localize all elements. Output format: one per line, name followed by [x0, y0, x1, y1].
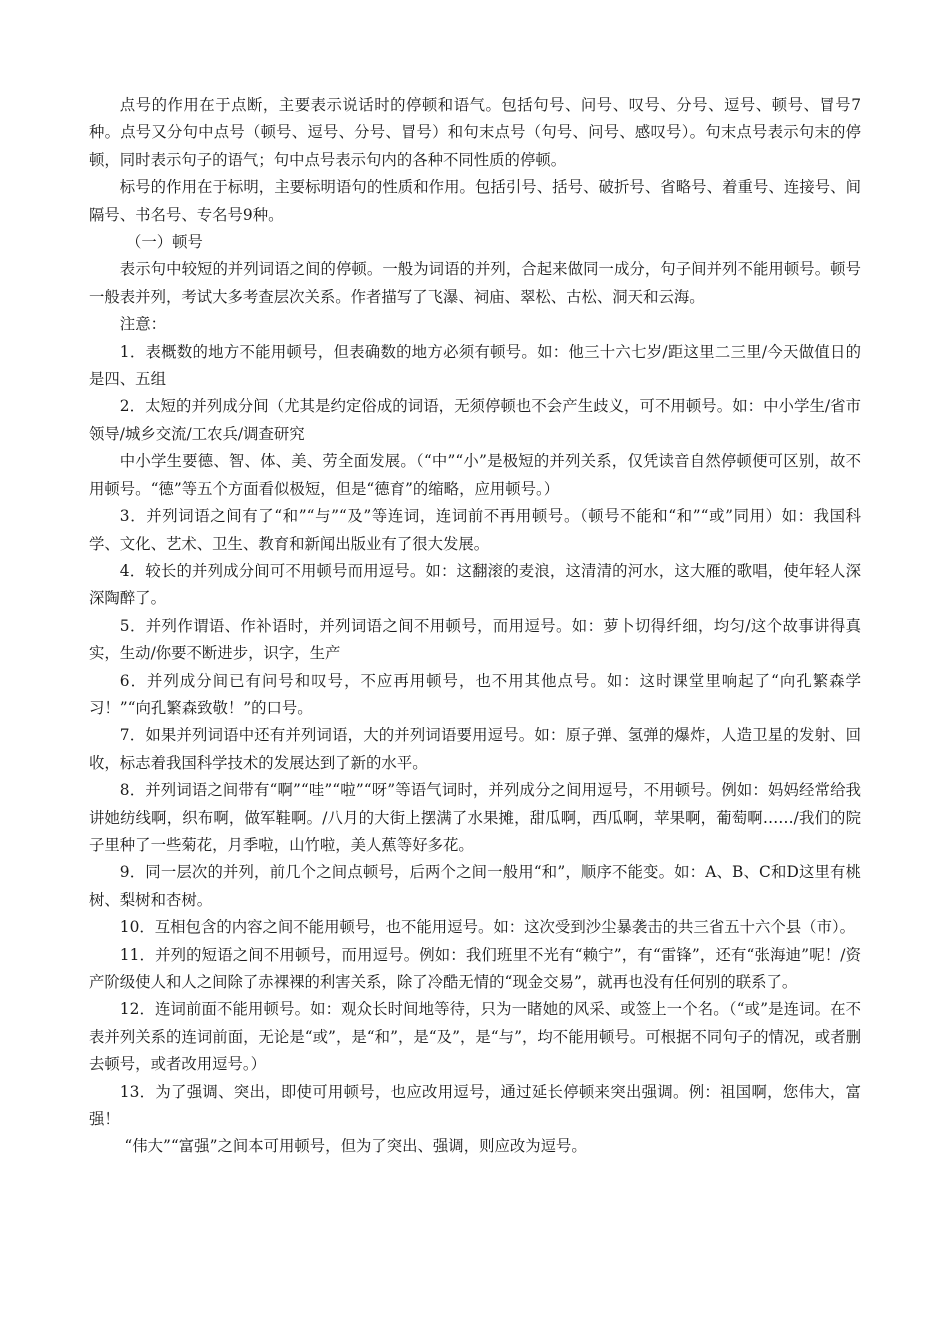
paragraph-dunhao-definition: 表示句中较短的并列词语之间的停顿。一般为词语的并列，合起来做同一成分，句子间并列不能用顿号。顿号一般表并列，考试大多考查层次关系。作者描写了飞瀑、祠庙、翠松、古松、洞天和云海。 [89, 260, 861, 306]
rule-item-9: 9．同一层次的并列，前几个之间点顿号，后两个之间一般用“和”，顺序不能变。如：A、B、C和D这里有桃树、梨树和杏树。 [89, 863, 861, 909]
rule-item-4: 4．较长的并列成分间可不用顿号而用逗号。如：这翻滚的麦浪，这清清的河水，这大雁的歌唱，使年轻人深深陶醉了。 [89, 561, 861, 608]
rule-item-11: 11．并列的短语之间不用顿号，而用逗号。例如：我们班里不光有“赖宁”，有“雷锋”，还有“张海迪”呢！/资产阶级使人和人之间除了赤裸裸的利害关系，除了冷酷无情的“现金交易”，就再也没有任何别的联系了。 [89, 945, 861, 991]
document-body [89, 92, 861, 1161]
rule-item-2-explanation: 中小学生要德、智、体、美、劳全面发展。（“中”“小”是极短的并列关系，仅凭读音自然停顿便可区别，故不用顿号。“德”等五个方面看似极短，但是“德育”的缩略，应用顿号。） [89, 452, 861, 498]
section-heading-dunhao: （一）顿号 [125, 233, 203, 252]
rule-item-10: 10．互相包含的内容之间不能用顿号，也不能用逗号。如：这次受到沙尘暴袭击的共三省五十六个县（市）。 [119, 918, 856, 937]
paragraph-point-marks: 点号的作用在于点断，主要表示说话时的停顿和语气。包括句号、问号、叹号、分号、逗号、顿号、冒号7种。点号又分句中点号（顿号、逗号、分号、冒号）和句末点号（句号、问号、感叹号）。句末点号表示句末的停顿，同时表示句子的语气；句中点号表示句内的各种不同性质的停顿。 [89, 96, 861, 169]
rule-item-1: 1．表概数的地方不能用顿号，但表确数的地方必须有顿号。如：他三十六七岁/距这里二三里/今天做值日的是四、五组 [89, 342, 861, 389]
paragraph-label-marks: 标号的作用在于标明，主要标明语句的性质和作用。包括引号、括号、破折号、省略号、着重号、连接号、间隔号、书名号、专名号9种。 [89, 178, 861, 224]
rule-item-8: 8．并列词语之间带有“啊”“哇”“啦”“呀”等语气词时，并列成分之间用逗号，不用顿号。例如：妈妈经常给我讲她纺线啊，织布啊，做军鞋啊。/八月的大街上摆满了水果摊，甜瓜啊，西瓜啊，苹果啊，葡萄啊……/我们的院子里种了一些菊花，月季啦，山竹啦，美人蕉等好多花。 [89, 781, 861, 854]
rule-item-13: 13．为了强调、突出，即使可用顿号，也应改用逗号，通过延长停顿来突出强调。例：祖国啊，您伟大，富强！ [89, 1082, 861, 1129]
rule-item-7: 7．如果并列词语中还有并列词语，大的并列词语要用逗号。如：原子弹、氢弹的爆炸，人造卫星的发射、回收，标志着我国科学技术的发展达到了新的水平。 [89, 726, 861, 772]
rule-item-5: 5．并列作谓语、作补语时，并列词语之间不用顿号，而用逗号。如：萝卜切得纤细，均匀/这个故事讲得真实，生动/你要不断进步，识字，生产 [89, 616, 861, 663]
rule-item-3: 3．并列词语之间有了“和”“与”“及”等连词，连词前不再用顿号。（顿号不能和“和”“或”同用）如：我国科学、文化、艺术、卫生、教育和新闻出版业有了很大发展。 [89, 507, 861, 553]
rule-item-12: 12．连词前面不能用顿号。如：观众长时间地等待，只为一睹她的风采、或签上一个名。（“或”是连词。在不表并列关系的连词前面，无论是“或”，是“和”，是“及”，是“与”，均不能用顿号。可根据不同句子的情况，或者删去顿号，或者改用逗号。） [89, 1000, 861, 1074]
rule-item-2: 2．太短的并列成分间（尤其是约定俗成的词语，无须停顿也不会产生歧义，可不用顿号。如：中小学生/省市领导/城乡交流/工农兵/调查研究 [89, 397, 861, 443]
rule-item-13-explanation: “伟大”“富强”之间本可用顿号，但为了突出、强调，则应改为逗号。 [124, 1137, 587, 1156]
rule-item-6: 6．并列成分间已有问号和叹号，不应再用顿号，也不用其他点号。如：这时课堂里响起了“向孔繁森学习！”“向孔繁森致敬！”的口号。 [89, 671, 861, 717]
notes-label: 注意： [119, 315, 166, 334]
